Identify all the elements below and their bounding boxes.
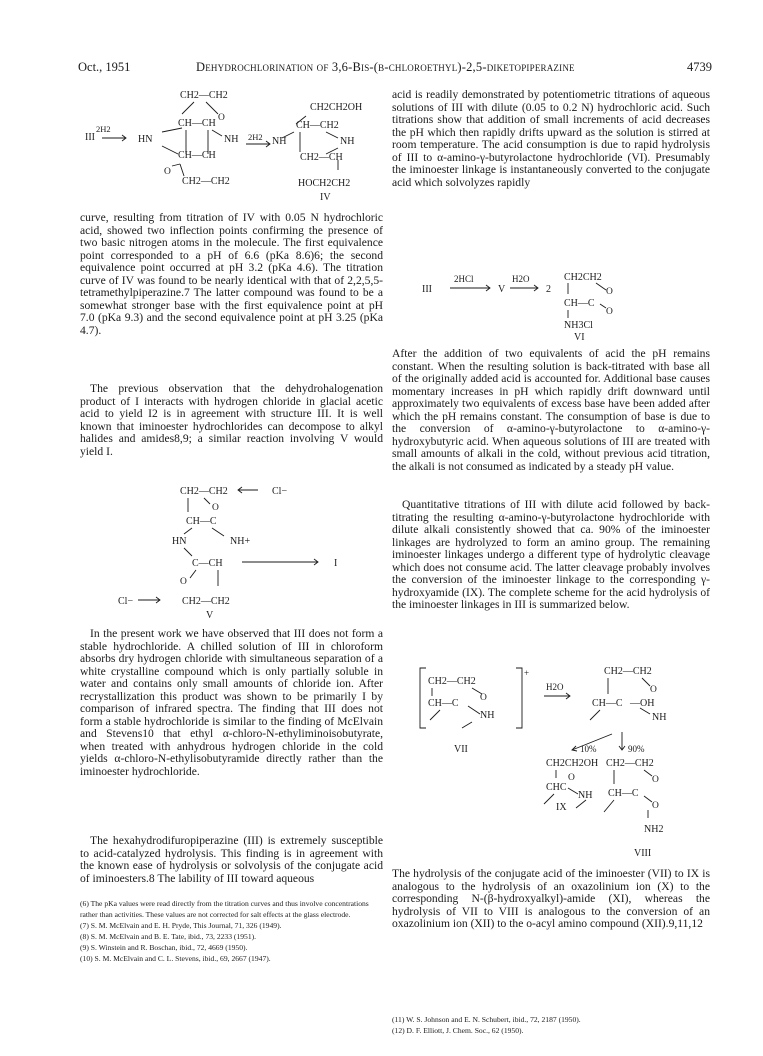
svg-text:CH2—CH2: CH2—CH2 (182, 176, 230, 187)
svg-text:—OH: —OH (630, 698, 655, 709)
svg-text:CH—C: CH—C (428, 698, 459, 709)
left-paragraph-4: The hexahydrodifuropiperazine (III) is extremely susceptible to acid-catalyzed hydrolysis. This finding is in agreement with the known ease of hydrolysis or solvolysis of the conjugate acid of iminoesters.8 The lability of III toward aqueous (80, 834, 383, 885)
right-paragraph-3: Quantitative titrations of III with dilute acid followed by back-titrating the resulting α-amino-γ-butyrolactone hydrochloride with dilute alkali consistently showed that ca. 90% of the iminoester linkages are hydrolyzed to form an amino group. The remaining iminoester linkages undergo a different type of hydrolytic cleavage which does not consume acid. The latter cleavage probably involves the conversion of the iminoester linkage to the corresponding γ-hydroxyamide (IX). The complete scheme for the acid hydrolysis of the iminoester linkages in III is summarized below. (392, 498, 710, 612)
footnote-7: (7) S. M. McElvain and E. H. Pryde, This Journal, 71, 326 (1949). (80, 921, 282, 931)
structure-iii-to-vi (420, 268, 640, 343)
s1-ch2ch2oh: CH2CH2OH (310, 102, 363, 113)
svg-text:NH3Cl: NH3Cl (564, 320, 593, 331)
right-paragraph-4: The hydrolysis of the conjugate acid of the iminoester (VII) to IX is analogous to the hydrolysis of an oxazolinium ion (X) to the corresponding N-(β-hydroxyalkyl)-amide (XI), whereas the hydrolysis of VII to VIII is analogous to the conversion of an oxazolinium ion (XII) to the o-acyl amino compound (XII).9,11,12 (392, 867, 710, 931)
s4-label-vii: VII (454, 744, 468, 755)
footnote-10: (10) S. M. McElvain and C. L. Stevens, ibid., 69, 2667 (1947). (80, 954, 271, 964)
svg-text:NH2: NH2 (644, 824, 664, 835)
svg-text:HN: HN (138, 134, 153, 145)
right-footnotes (392, 1014, 710, 1036)
s1-label-iv: IV (320, 192, 331, 203)
svg-text:CH2—CH2: CH2—CH2 (606, 758, 654, 769)
svg-text:O: O (652, 801, 659, 811)
svg-text:2H2: 2H2 (248, 132, 263, 142)
svg-text:O: O (218, 113, 225, 123)
svg-text:NH+: NH+ (230, 536, 251, 547)
svg-text:III: III (422, 284, 432, 295)
svg-text:C—CH: C—CH (192, 558, 223, 569)
footnote-12: (12) D. F. Elliott, J. Chem. Soc., 62 (1950). (392, 1026, 524, 1036)
svg-text:CH—CH2: CH—CH2 (296, 120, 339, 131)
footnote-9: (9) S. Winstein and R. Boschan, ibid., 72, 4669 (1950). (80, 943, 248, 953)
svg-text:O: O (606, 287, 613, 297)
svg-text:2HCl: 2HCl (454, 274, 474, 284)
svg-text:10%: 10% (580, 744, 597, 754)
svg-text:HN: HN (172, 536, 187, 547)
svg-text:CH2—CH2: CH2—CH2 (182, 596, 230, 607)
footnote-11: (11) W. S. Johnson and E. N. Schubert, ibid., 72, 2187 (1950). (392, 1015, 581, 1024)
svg-text:CH2—CH2: CH2—CH2 (428, 676, 476, 687)
svg-text:O: O (650, 685, 657, 695)
svg-text:H2O: H2O (512, 274, 530, 284)
svg-text:CH—CH: CH—CH (178, 118, 216, 129)
svg-text:CH2CH2: CH2CH2 (564, 272, 602, 283)
svg-text:NH: NH (272, 136, 287, 147)
footnote-6: (6) The pKa values were read directly from the titration curves and thus involve concentrations rather than activities. These values are not corrected for salt effects at the glass electrode. (80, 899, 369, 920)
header-title: Dehydrochlorination of 3,6-Bis-(β-chloroethyl)-2,5-diketopiperazine (196, 60, 575, 74)
s2-label-i: I (334, 558, 338, 569)
svg-text:O: O (606, 307, 613, 317)
svg-text:CH—C: CH—C (564, 298, 595, 309)
svg-text:O: O (568, 773, 575, 783)
svg-text:CH2CH2OH: CH2CH2OH (546, 758, 599, 769)
svg-text:NH: NH (340, 136, 355, 147)
svg-text:CH—CH: CH—CH (178, 150, 216, 161)
svg-text:Cl−: Cl− (272, 486, 288, 497)
s4-label-viii: VIII (634, 848, 652, 859)
right-paragraph-1: acid is readily demonstrated by potentiometric titrations of aqueous solutions of III with dilute (0.05 to 0.2 N) hydrochloric acid. Such titrations show that addition of small increments of acid decreases the pH which then rapidly drifts upward as the solution is stirred at room temperature. The acid consumption is due to rapid hydrolysis of III to α-amino-γ-butyrolactone hydrochloride (VI). Presumably the iminoester linkage is instantaneously converted to the conjugate acid which solvolyzes rapidly (392, 88, 710, 189)
s4-label-ix: IX (556, 802, 567, 813)
svg-text:CH—C: CH—C (186, 516, 217, 527)
svg-text:CH2—CH2: CH2—CH2 (180, 486, 228, 497)
svg-text:CHC: CHC (546, 782, 567, 793)
right-paragraph-2: After the addition of two equivalents of acid the pH remains constant. When the resulting solution is back-titrated with base all of the originally added acid is accounted for. Additional base causes momentary increases in pH which rapidly drift downward until approximately two equivalents of excess base have been added after which the pH remains constant. The consumption of base is due to the conversion of α-amino-γ-butyrolactone to α-amino-γ-hydroxybutyric acid. When aqueous solutions of III are treated with small amounts of alkali in the cold, without previous acid titration, the alkali is not consumed as indicated by a steady pH value. (392, 347, 710, 473)
svg-text:+: + (524, 668, 530, 678)
svg-text:NH: NH (224, 134, 239, 145)
svg-text:NH: NH (578, 790, 593, 801)
svg-text:CH2—CH2: CH2—CH2 (604, 666, 652, 677)
page-number: 4739 (687, 60, 712, 74)
s3-label-vi: VI (574, 332, 585, 343)
svg-text:2: 2 (546, 284, 551, 295)
s1-ch2ch2-top: CH2—CH2 (180, 90, 228, 101)
left-paragraph-1: curve, resulting from titration of IV with 0.05 N hydrochloric acid, showed two inflection points confirming the presence of two basic nitrogen atoms in the molecule. The first equivalence point corresponded to a pH of 6.6 (pKa 8.6)6; the second equivalence point occurred at pH 3.2 (pKa 4.6). The titration curve of IV was found to be nearly identical with that of 2,2,5,5-tetramethylpiperazine.7 The latter compound was found to be a somewhat stronger base with the first equivalence point at pH 7.0 (pKa 9.3) and the second equivalence point at pH 3.25 (pKa 4.7). (80, 211, 383, 337)
svg-text:O: O (212, 503, 219, 513)
s2-label-v: V (206, 610, 214, 621)
footnote-8: (8) S. M. McElvain and B. E. Tate, ibid., 73, 2233 (1951). (80, 932, 257, 942)
svg-text:90%: 90% (628, 744, 645, 754)
svg-text:O: O (652, 775, 659, 785)
header-date: Oct., 1951 (78, 60, 131, 74)
svg-text:CH—C: CH—C (608, 788, 639, 799)
svg-text:NH: NH (480, 710, 495, 721)
svg-text:CH2—CH: CH2—CH (300, 152, 343, 163)
left-paragraph-3: In the present work we have observed that III does not form a stable hydrochloride. A chilled solution of III in chloroform absorbs dry hydrogen chloride with simultaneous separation of a white crystalline compound which is only partially soluble in water and contains only small amounts of chloride ion. After recrystallization this product was shown to be primarily I by comparison of infrared spectra. The finding that III does not form a stable hydrochloride is similar to the finding of McElvain and Stevens10 that ethyl α-chloro-N-ethyliminoisobutyrate, when treated with anhydrous hydrogen chloride in the cold yields α-chloro-N-ethylisobutyramide directly rather than the iminoester hydrochloride. (80, 627, 383, 779)
left-footnotes (80, 898, 383, 965)
structure-vii-scheme (418, 666, 708, 862)
s1-label-iii: III (85, 132, 95, 143)
svg-text:CH—C: CH—C (592, 698, 623, 709)
svg-text:O: O (180, 577, 187, 587)
running-header (72, 60, 712, 76)
svg-text:H2O: H2O (546, 682, 564, 692)
svg-text:Cl−: Cl− (118, 596, 134, 607)
svg-text:O: O (164, 167, 171, 177)
svg-text:NH: NH (652, 712, 667, 723)
svg-text:V: V (498, 284, 506, 295)
svg-text:O: O (480, 693, 487, 703)
structure-v (108, 482, 378, 622)
svg-text:HOCH2CH2: HOCH2CH2 (298, 178, 351, 189)
structure-iii-to-iv (82, 86, 382, 206)
left-paragraph-2: The previous observation that the dehydrohalogenation product of I interacts with hydrogen chloride in glacial acetic acid to yield I2 is in agreement with structure III. It is well known that iminoester hydrochlorides can decompose to alkyl halides and amides8,9; a similar reaction involving V would yield I. (80, 382, 383, 458)
svg-text:2H2: 2H2 (96, 124, 111, 134)
